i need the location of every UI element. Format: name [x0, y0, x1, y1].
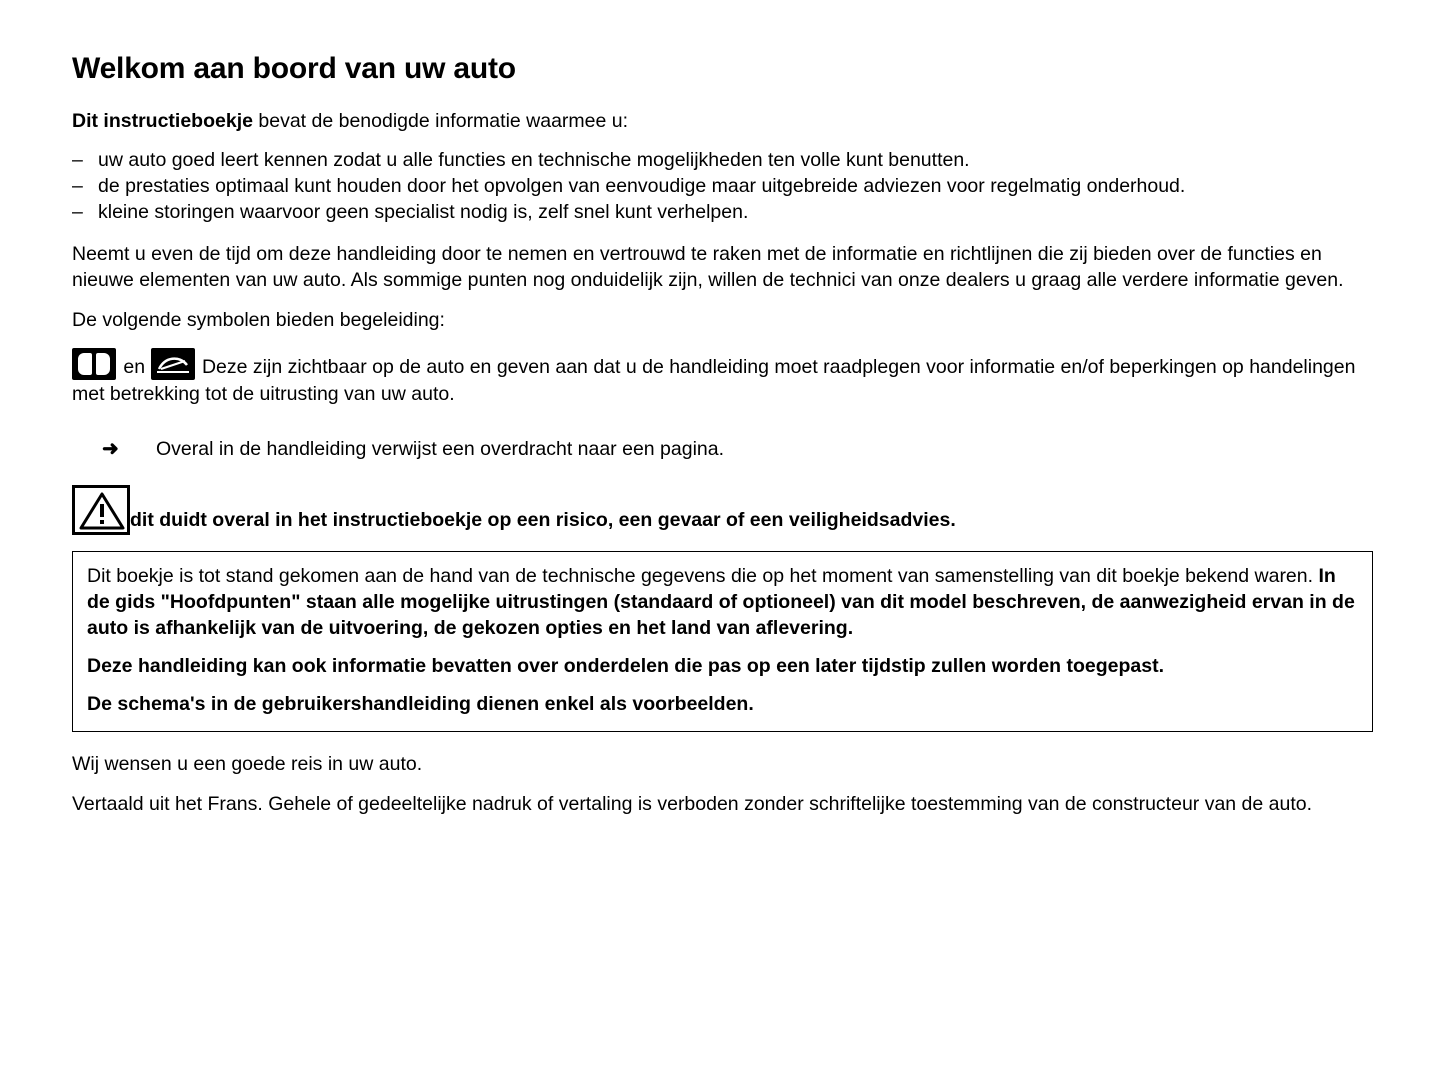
- list-item-text: kleine storingen waarvoor geen specialist nodig is, zelf snel kunt verhelpen.: [98, 201, 749, 224]
- arrow-note-text: Overal in de handleiding verwijst een overdracht naar een pagina.: [156, 437, 725, 460]
- notice-plain-text: Dit boekje is tot stand gekomen aan de hand van de technische gegevens die op het moment van samenstelling van dit boekje bekend waren.: [87, 564, 1319, 587]
- warning-glyph: [79, 491, 125, 531]
- notice-bold-text: In de gids "Hoofdpunten" staan alle mogelijke uitrustingen (standaard of optioneel) van dit model beschreven, de aanwezigheid ervan in de auto is afhankelijk van de uitvoering, de gekozen opties en het land van aflevering.: [87, 564, 1355, 639]
- notice-box: [72, 551, 1373, 733]
- closing-paragraph-2: Vertaald uit het Frans. Gehele of gedeeltelijke nadruk of vertaling is verboden zonder schriftelijke toestemming van de constructeur van de auto.: [72, 793, 1313, 816]
- notice-bold-text-2: Deze handleiding kan ook informatie bevatten over onderdelen die pas op een later tijdstip zullen worden toegepast.: [87, 654, 1165, 677]
- symbols-conjunction: en: [123, 355, 146, 378]
- list-item: [72, 148, 1373, 174]
- closing-section: [72, 752, 1373, 818]
- symbols-paragraph: [72, 348, 1373, 409]
- warning-note: [72, 485, 1373, 535]
- bullet-dash: –: [72, 175, 83, 198]
- list-item-text: uw auto goed leert kennen zodat u alle functies en technische mogelijkheden ten volle kunt benutten.: [98, 149, 970, 172]
- notice-paragraph-2: [87, 654, 1358, 680]
- bullet-list: [72, 148, 1373, 226]
- open-book-icon: [72, 348, 116, 380]
- body-paragraph-1: Neemt u even de tijd om deze handleiding door te nemen en vertrouwd te raken met de informatie en richtlijnen die zij bieden over de functies en nieuwe elementen van uw auto. Als sommige punten nog onduidelijk zijn, willen de technici van onze dealers u graag alle verdere informatie geven.: [72, 243, 1344, 292]
- bullet-dash: –: [72, 149, 83, 172]
- intro-rest-text: bevat de benodigde informatie waarmee u:: [252, 109, 629, 132]
- closing-paragraph-1: Wij wensen u een goede reis in uw auto.: [72, 753, 423, 776]
- arrow-right-icon: ➜: [102, 437, 119, 460]
- notice-paragraph-1: [87, 564, 1358, 642]
- notice-bold-text-3: De schema's in de gebruikershandleiding dienen enkel als voorbeelden.: [87, 692, 754, 715]
- list-item-text: de prestaties optimaal kunt houden door het opvolgen van eenvoudige maar uitgebreide adviezen voor regelmatig onderhoud.: [98, 175, 1186, 198]
- symbols-text: Deze zijn zichtbaar op de auto en geven aan dat u de handleiding moet raadplegen voor informatie en/of beperkingen op handelingen met betrekking tot de uitrusting van uw auto.: [72, 355, 1356, 406]
- notice-paragraph-3: [87, 692, 1358, 718]
- warning-triangle-icon: [72, 485, 130, 535]
- windshield-wiper-icon: [151, 348, 195, 380]
- list-item: [72, 174, 1373, 200]
- intro-paragraph: [72, 109, 1373, 135]
- intro-bold-text: Dit instructieboekje: [72, 109, 253, 132]
- body-paragraph-2: De volgende symbolen bieden begeleiding:: [72, 309, 445, 332]
- page-title: Welkom aan boord van uw auto: [72, 52, 516, 85]
- arrow-note: [72, 435, 1373, 463]
- warning-note-text: dit duidt overal in het instructieboekje op een risico, een gevaar of een veiligheidsadvies.: [130, 509, 956, 532]
- bullet-dash: –: [72, 201, 83, 224]
- list-item: [72, 200, 1373, 226]
- wiper-glyph: [155, 351, 191, 377]
